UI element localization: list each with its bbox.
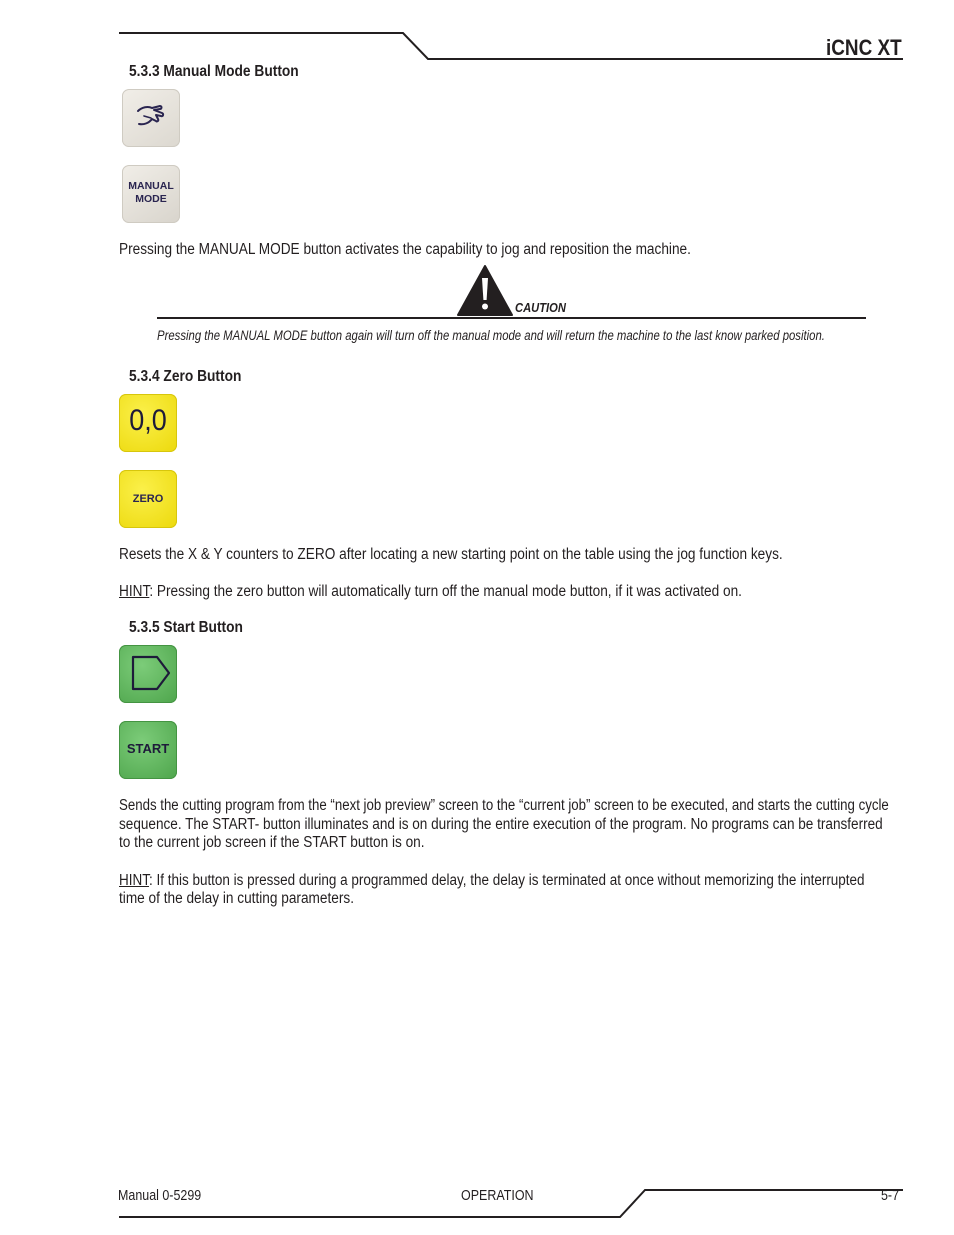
caution-text: Pressing the MANUAL MODE button again will turn off the manual mode and will return the machine to the last know parked position. [157, 328, 825, 343]
start-hint-text: : If this button is pressed during a programmed delay, the delay is terminated at once without memorizing the interrupted [148, 872, 865, 889]
footer-page-number: 5-7 [881, 1188, 900, 1204]
footer-section-name: OPERATION [461, 1188, 534, 1204]
start-description-line-1: Sends the cutting program from the “next job preview” screen to the “current job” screen to be executed, and starts the cutting cycle [119, 797, 889, 814]
zero-symbol-key [119, 394, 177, 452]
start-hint-line-1 [119, 872, 903, 890]
zero-hint [119, 583, 827, 602]
start-key-label: START [126, 741, 170, 756]
manual-section-title: 5.3.3 Manual Mode Button [129, 63, 299, 80]
manual-mode-key [122, 165, 180, 223]
manual-description: Pressing the MANUAL MODE button activates the capability to jog and reposition the machine. [119, 241, 691, 258]
manual-hand-key [122, 89, 180, 147]
zero-symbol: 0,0 [129, 404, 167, 437]
hand-icon [122, 89, 180, 147]
zero-hint-label: HINT [119, 583, 150, 600]
start-hint-line-2: time of the delay in cutting parameters. [119, 890, 355, 907]
start-key [119, 721, 177, 779]
footer-manual-number: Manual 0-5299 [118, 1188, 202, 1204]
caution-rule [157, 317, 866, 319]
zero-key-label: ZERO [132, 493, 164, 505]
start-description-line-3: to the current job screen if the START button is on. [119, 834, 425, 851]
zero-key [119, 470, 177, 528]
start-section-title: 5.3.5 Start Button [129, 619, 243, 636]
caution-label: CAUTION [515, 300, 566, 315]
zero-description: Resets the X & Y counters to ZERO after locating a new starting point on the table using the jog function keys. [119, 546, 783, 563]
start-arrow-icon [119, 645, 177, 703]
zero-section-title: 5.3.4 Zero Button [129, 368, 242, 385]
manual-key-label-1: MANUAL [128, 180, 174, 192]
manual-key-label-2: MODE [135, 193, 167, 205]
header-brand: iCNC XT [826, 35, 902, 60]
header-rule [0, 0, 954, 70]
start-description-line-2: sequence. The START- button illuminates and is on during the entire execution of the program. No programs can be transferred [119, 816, 883, 833]
warning-triangle-icon [456, 264, 514, 318]
footer-rule [0, 1180, 954, 1225]
start-arrow-key [119, 645, 177, 703]
start-hint-label: HINT [119, 872, 149, 889]
zero-hint-text: : Pressing the zero button will automatically turn off the manual mode button, if it was activated on. [149, 583, 742, 600]
